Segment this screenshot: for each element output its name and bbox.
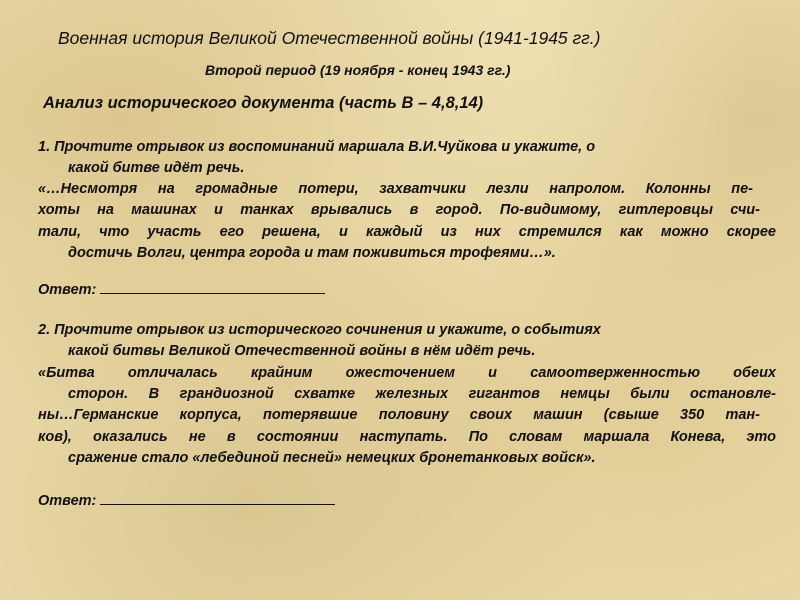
quote-2-line: ков), оказались не в состоянии наступать. По словам маршала Конева, это: [38, 429, 776, 445]
page-title: Военная история Великой Отечественной войны (1941-1945 гг.): [58, 28, 601, 48]
quote-1-line: тали, что участь его решена, и каждый из них стремился как можно скорее: [38, 224, 776, 240]
answer-1-field[interactable]: [100, 279, 325, 294]
answer-1-row: [38, 279, 325, 299]
quote-1-line: достичь Волги, центра города и там поживиться трофеями…».: [68, 245, 556, 261]
answer-1-label: Ответ:: [38, 282, 97, 298]
quote-2-line: ны…Германские корпуса, потерявшие половину своих машин (свыше 350 тан-: [38, 407, 760, 423]
section-heading: Анализ исторического документа (часть В – 4,8,14): [43, 94, 484, 112]
quote-2-line: «Битва отличалась крайним ожесточением и самоотверженностью обеих: [38, 365, 776, 381]
answer-2-field[interactable]: [100, 490, 335, 505]
question-1-line: какой битве идёт речь.: [68, 160, 245, 176]
question-1-line: 1. Прочтите отрывок из воспоминаний маршала В.И.Чуйкова и укажите, о: [38, 139, 596, 155]
quote-1-line: хоты на машинах и танках врывались в город. По-видимому, гитлеровцы счи-: [38, 202, 760, 218]
quote-2-line: сторон. В грандиозной схватке железных гигантов немцы были остановле-: [68, 386, 776, 402]
question-2-line: 2. Прочтите отрывок из исторического сочинения и укажите, о событиях: [38, 322, 601, 338]
answer-2-row: [38, 490, 335, 510]
quote-2-line: сражение стало «лебединой песней» немецких бронетанковых войск».: [68, 450, 596, 466]
answer-2-label: Ответ:: [38, 493, 97, 509]
question-2-line: какой битвы Великой Отечественной войны в нём идёт речь.: [68, 343, 536, 359]
period-subtitle: Второй период (19 ноября - конец 1943 гг.): [205, 62, 511, 78]
quote-1-line: «…Несмотря на громадные потери, захватчики лезли напролом. Колонны пе-: [38, 181, 753, 197]
